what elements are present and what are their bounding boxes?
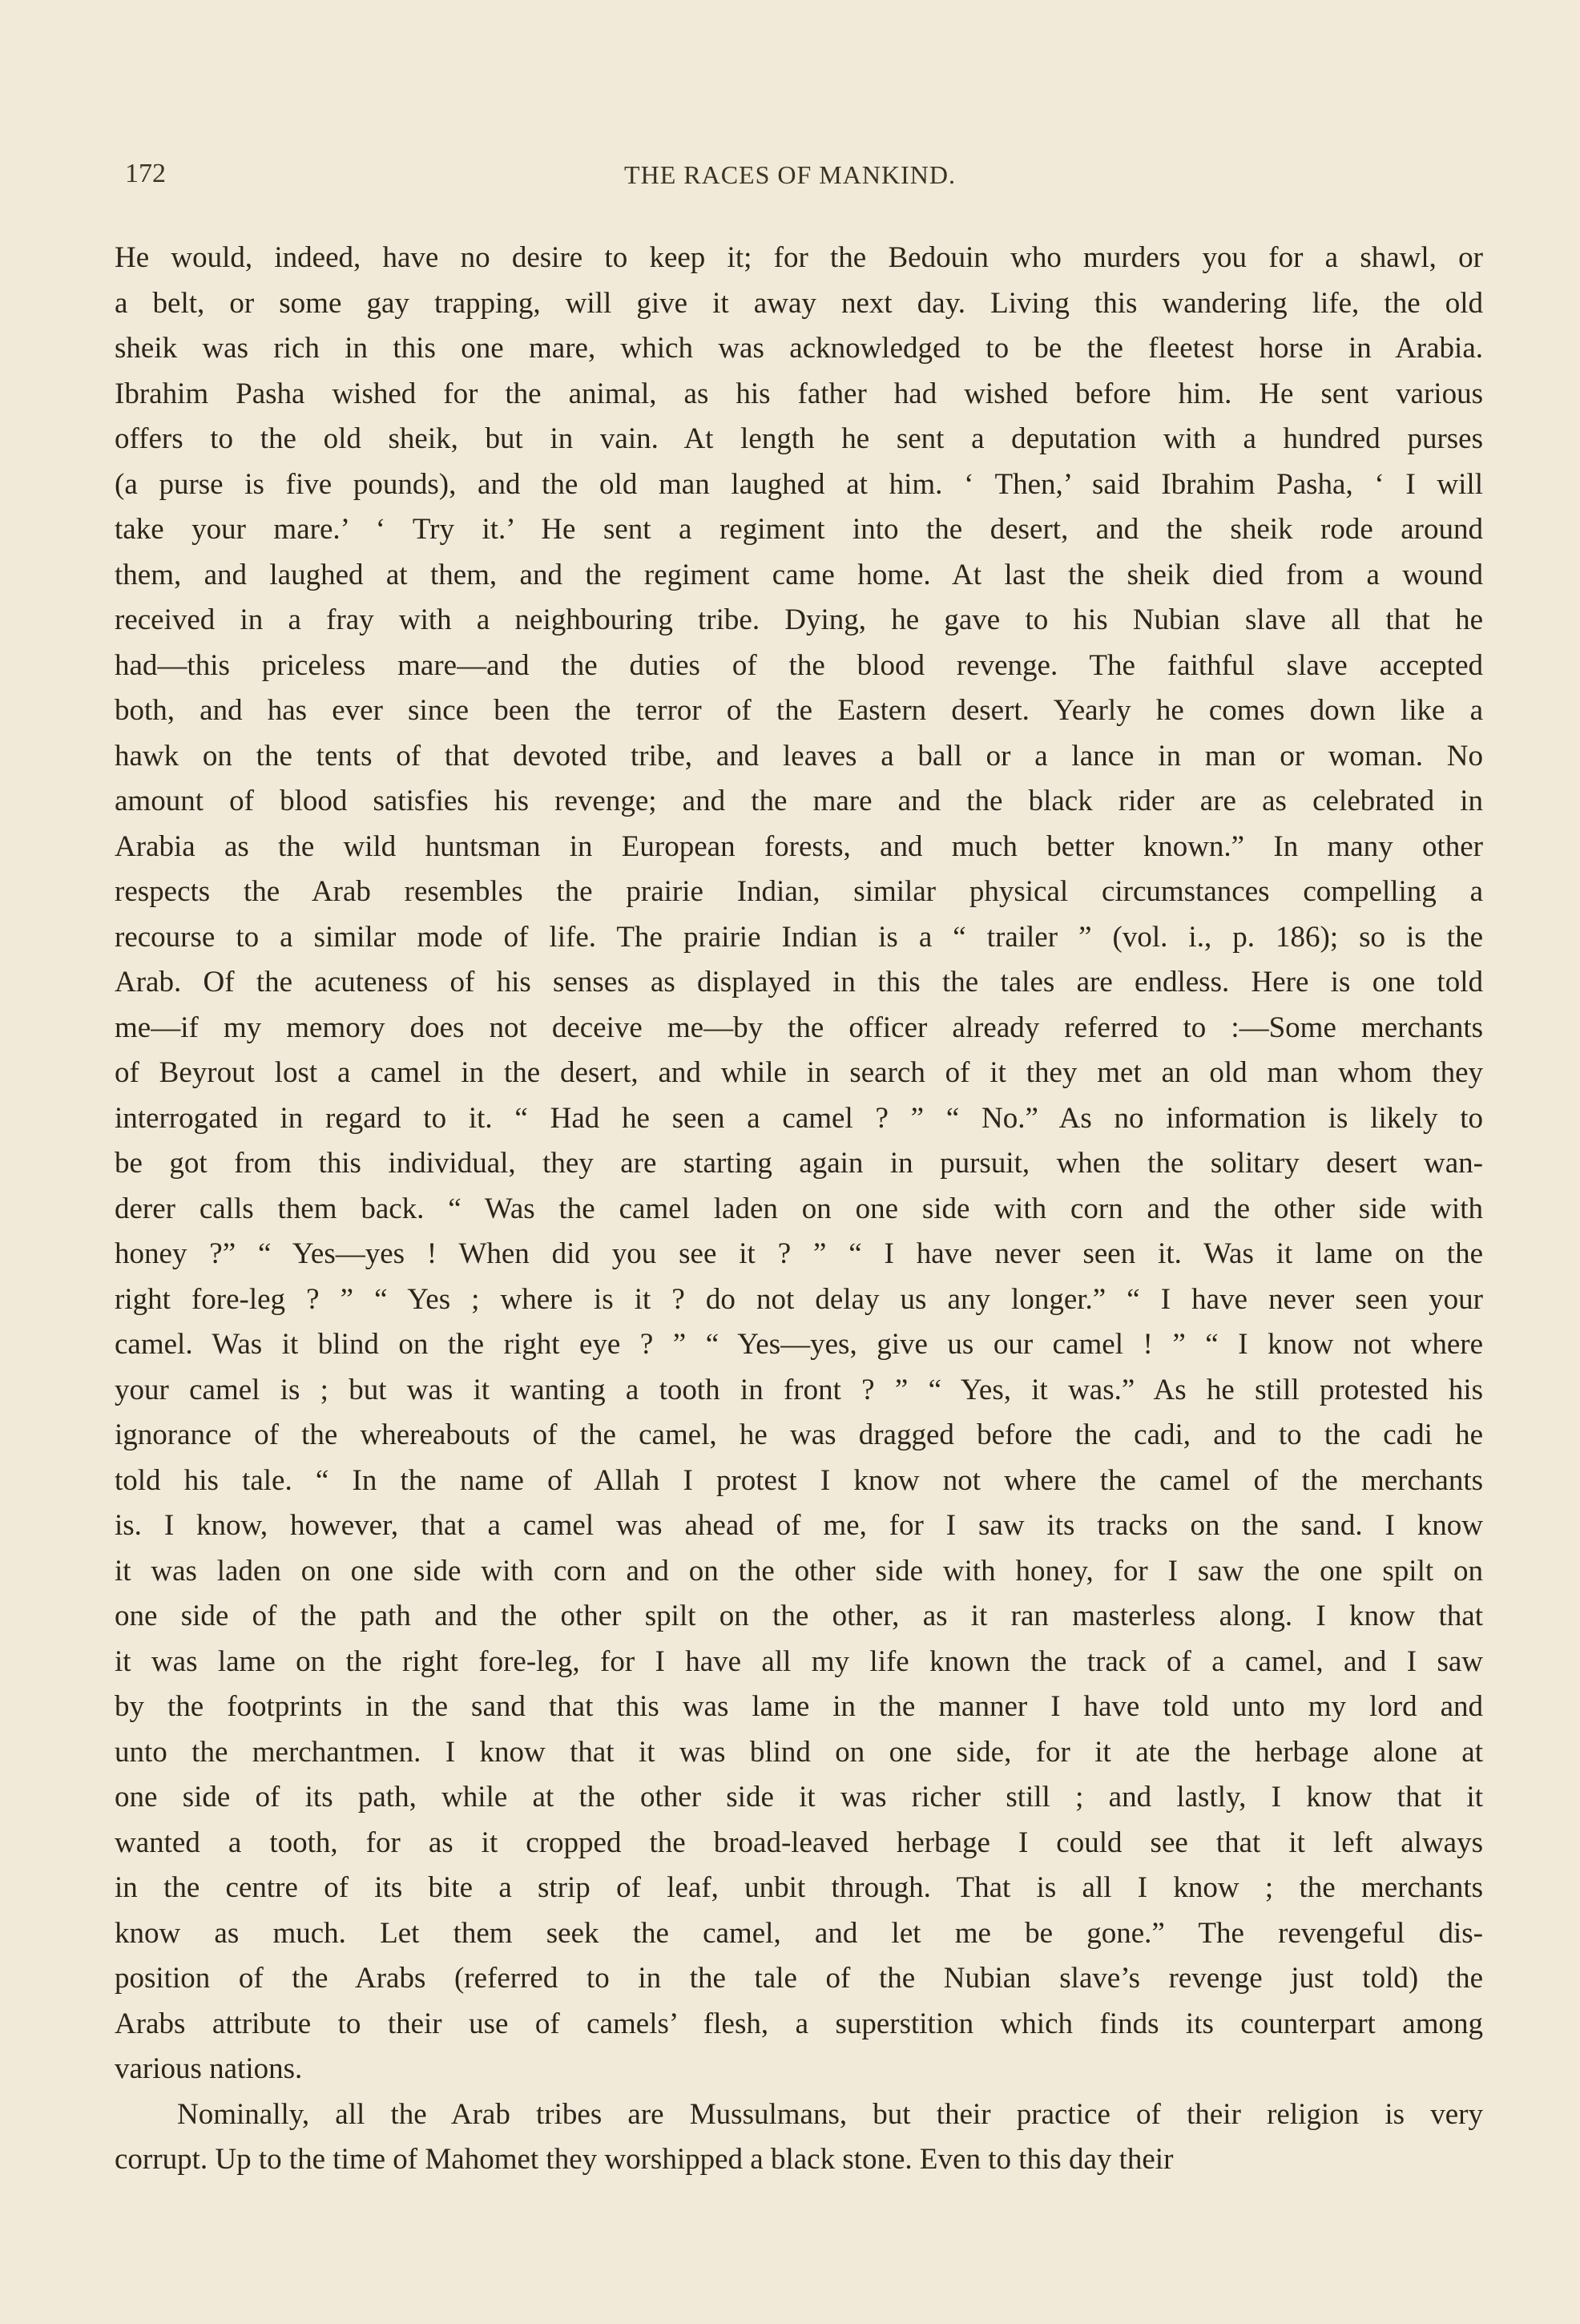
text-line: both, and has ever since been the terror of the Eastern desert. Yearly he comes down like a	[115, 694, 1483, 727]
text-line: amount of blood satisfies his revenge; and the mare and the black rider are as celebrated in	[115, 785, 1483, 817]
text-line: take your mare.’ ‘ Try it.’ He sent a regiment into the desert, and the sheik rode around	[115, 513, 1483, 546]
text-line: (a purse is five pounds), and the old man laughed at him. ‘ Then,’ said Ibrahim Pasha, ‘ I will	[115, 467, 1483, 501]
text-line: respects the Arab resembles the prairie Indian, similar physical circumstances compelling a	[115, 875, 1483, 908]
text-line: them, and laughed at them, and the regiment came home. At last the sheik died from a wound	[115, 558, 1483, 591]
text-line: honey ?” “ Yes—yes ! When did you see it ? ” “ I have never seen it. Was it lame on the	[115, 1237, 1483, 1270]
text-line: by the footprints in the sand that this was lame in the manner I have told unto my lord and	[115, 1690, 1483, 1723]
text-line: sheik was rich in this one mare, which was acknowledged to be the fleetest horse in Arabia.	[115, 332, 1483, 365]
text-line: unto the merchantmen. I know that it was blind on one side, for it ate the herbage alone at	[115, 1735, 1483, 1769]
text-line: hawk on the tents of that devoted tribe, and leaves a ball or a lance in man or woman. No	[115, 739, 1483, 773]
body-text	[115, 236, 1483, 2183]
text-line: Arabia as the wild huntsman in European forests, and much better known.” In many other	[115, 829, 1483, 863]
page-number: 172	[125, 159, 166, 188]
text-line: camel. Was it blind on the right eye ? ” “ Yes—yes, give us our camel ! ” “ I know not where	[115, 1328, 1483, 1361]
text-line: He would, indeed, have no desire to keep it; for the Bedouin who murders you for a shawl, or	[115, 241, 1483, 274]
text-line: Arabs attribute to their use of camels’ flesh, a superstition which finds its counterpart among	[115, 2007, 1483, 2040]
text-line: derer calls them back. “ Was the camel laden on one side with corn and the other side with	[115, 1192, 1483, 1225]
text-line: be got from this individual, they are starting again in pursuit, when the solitary desert wan-	[115, 1147, 1483, 1180]
text-line: position of the Arabs (referred to in the tale of the Nubian slave’s revenge just told) the	[115, 1962, 1483, 1995]
text-line: interrogated in regard to it. “ Had he seen a camel ? ” “ No.” As no information is likely to	[115, 1101, 1483, 1135]
text-line: had—this priceless mare—and the duties of the blood revenge. The faithful slave accepted	[115, 648, 1483, 682]
text-line: one side of its path, while at the other side it was richer still ; and lastly, I know that it	[115, 1781, 1483, 1814]
text-line: it was laden on one side with corn and on the other side with honey, for I saw the one spilt on	[115, 1554, 1483, 1588]
text-line: me—if my memory does not deceive me—by the officer already referred to :—Some merchants	[115, 1011, 1483, 1044]
text-line: Nominally, all the Arab tribes are Mussulmans, but their practice of their religion is very	[177, 2097, 1483, 2131]
paragraph-2	[115, 2092, 1483, 2183]
text-line: Ibrahim Pasha wished for the animal, as his father had wished before him. He sent various	[115, 377, 1483, 410]
text-line: corrupt. Up to the time of Mahomet they worshipped a black stone. Even to this day their	[115, 2143, 1174, 2176]
text-line: various nations.	[115, 2052, 303, 2085]
text-line: wanted a tooth, for as it cropped the broad-leaved herbage I could see that it left always	[115, 1826, 1483, 1859]
text-line: received in a fray with a neighbouring tribe. Dying, he gave to his Nubian slave all that he	[115, 603, 1483, 636]
running-head: THE RACES OF MANKIND.	[624, 160, 956, 189]
text-line: Arab. Of the acuteness of his senses as displayed in this the tales are endless. Here is one told	[115, 966, 1483, 999]
text-line: one side of the path and the other spilt on the other, as it ran masterless along. I know that	[115, 1600, 1483, 1632]
text-line: of Beyrout lost a camel in the desert, and while in search of it they met an old man whom they	[115, 1056, 1483, 1089]
text-line: ignorance of the whereabouts of the camel, he was dragged before the cadi, and to the cadi he	[115, 1418, 1483, 1451]
text-line: it was lame on the right fore-leg, for I have all my life known the track of a camel, and I saw	[115, 1644, 1483, 1678]
text-line: in the centre of its bite a strip of leaf, unbit through. That is all I know ; the merchants	[115, 1871, 1483, 1904]
text-line: offers to the old sheik, but in vain. At length he sent a deputation with a hundred purses	[115, 422, 1483, 455]
text-line: know as much. Let them seek the camel, and let me be gone.” The revengeful dis-	[115, 1916, 1483, 1950]
text-line: recourse to a similar mode of life. The prairie Indian is a “ trailer ” (vol. i., p. 186); so is the	[115, 920, 1483, 954]
text-line: right fore-leg ? ” “ Yes ; where is it ? do not delay us any longer.” “ I have never seen your	[115, 1282, 1483, 1316]
text-line: is. I know, however, that a camel was ahead of me, for I saw its tracks on the sand. I know	[115, 1509, 1483, 1542]
text-line: your camel is ; but was it wanting a tooth in front ? ” “ Yes, it was.” As he still protested his	[115, 1373, 1483, 1406]
text-line: a belt, or some gay trapping, will give it away next day. Living this wandering life, the old	[115, 286, 1483, 320]
paragraph-1	[115, 236, 1483, 2092]
text-line: told his tale. “ In the name of Allah I protest I know not where the camel of the merchants	[115, 1463, 1483, 1497]
